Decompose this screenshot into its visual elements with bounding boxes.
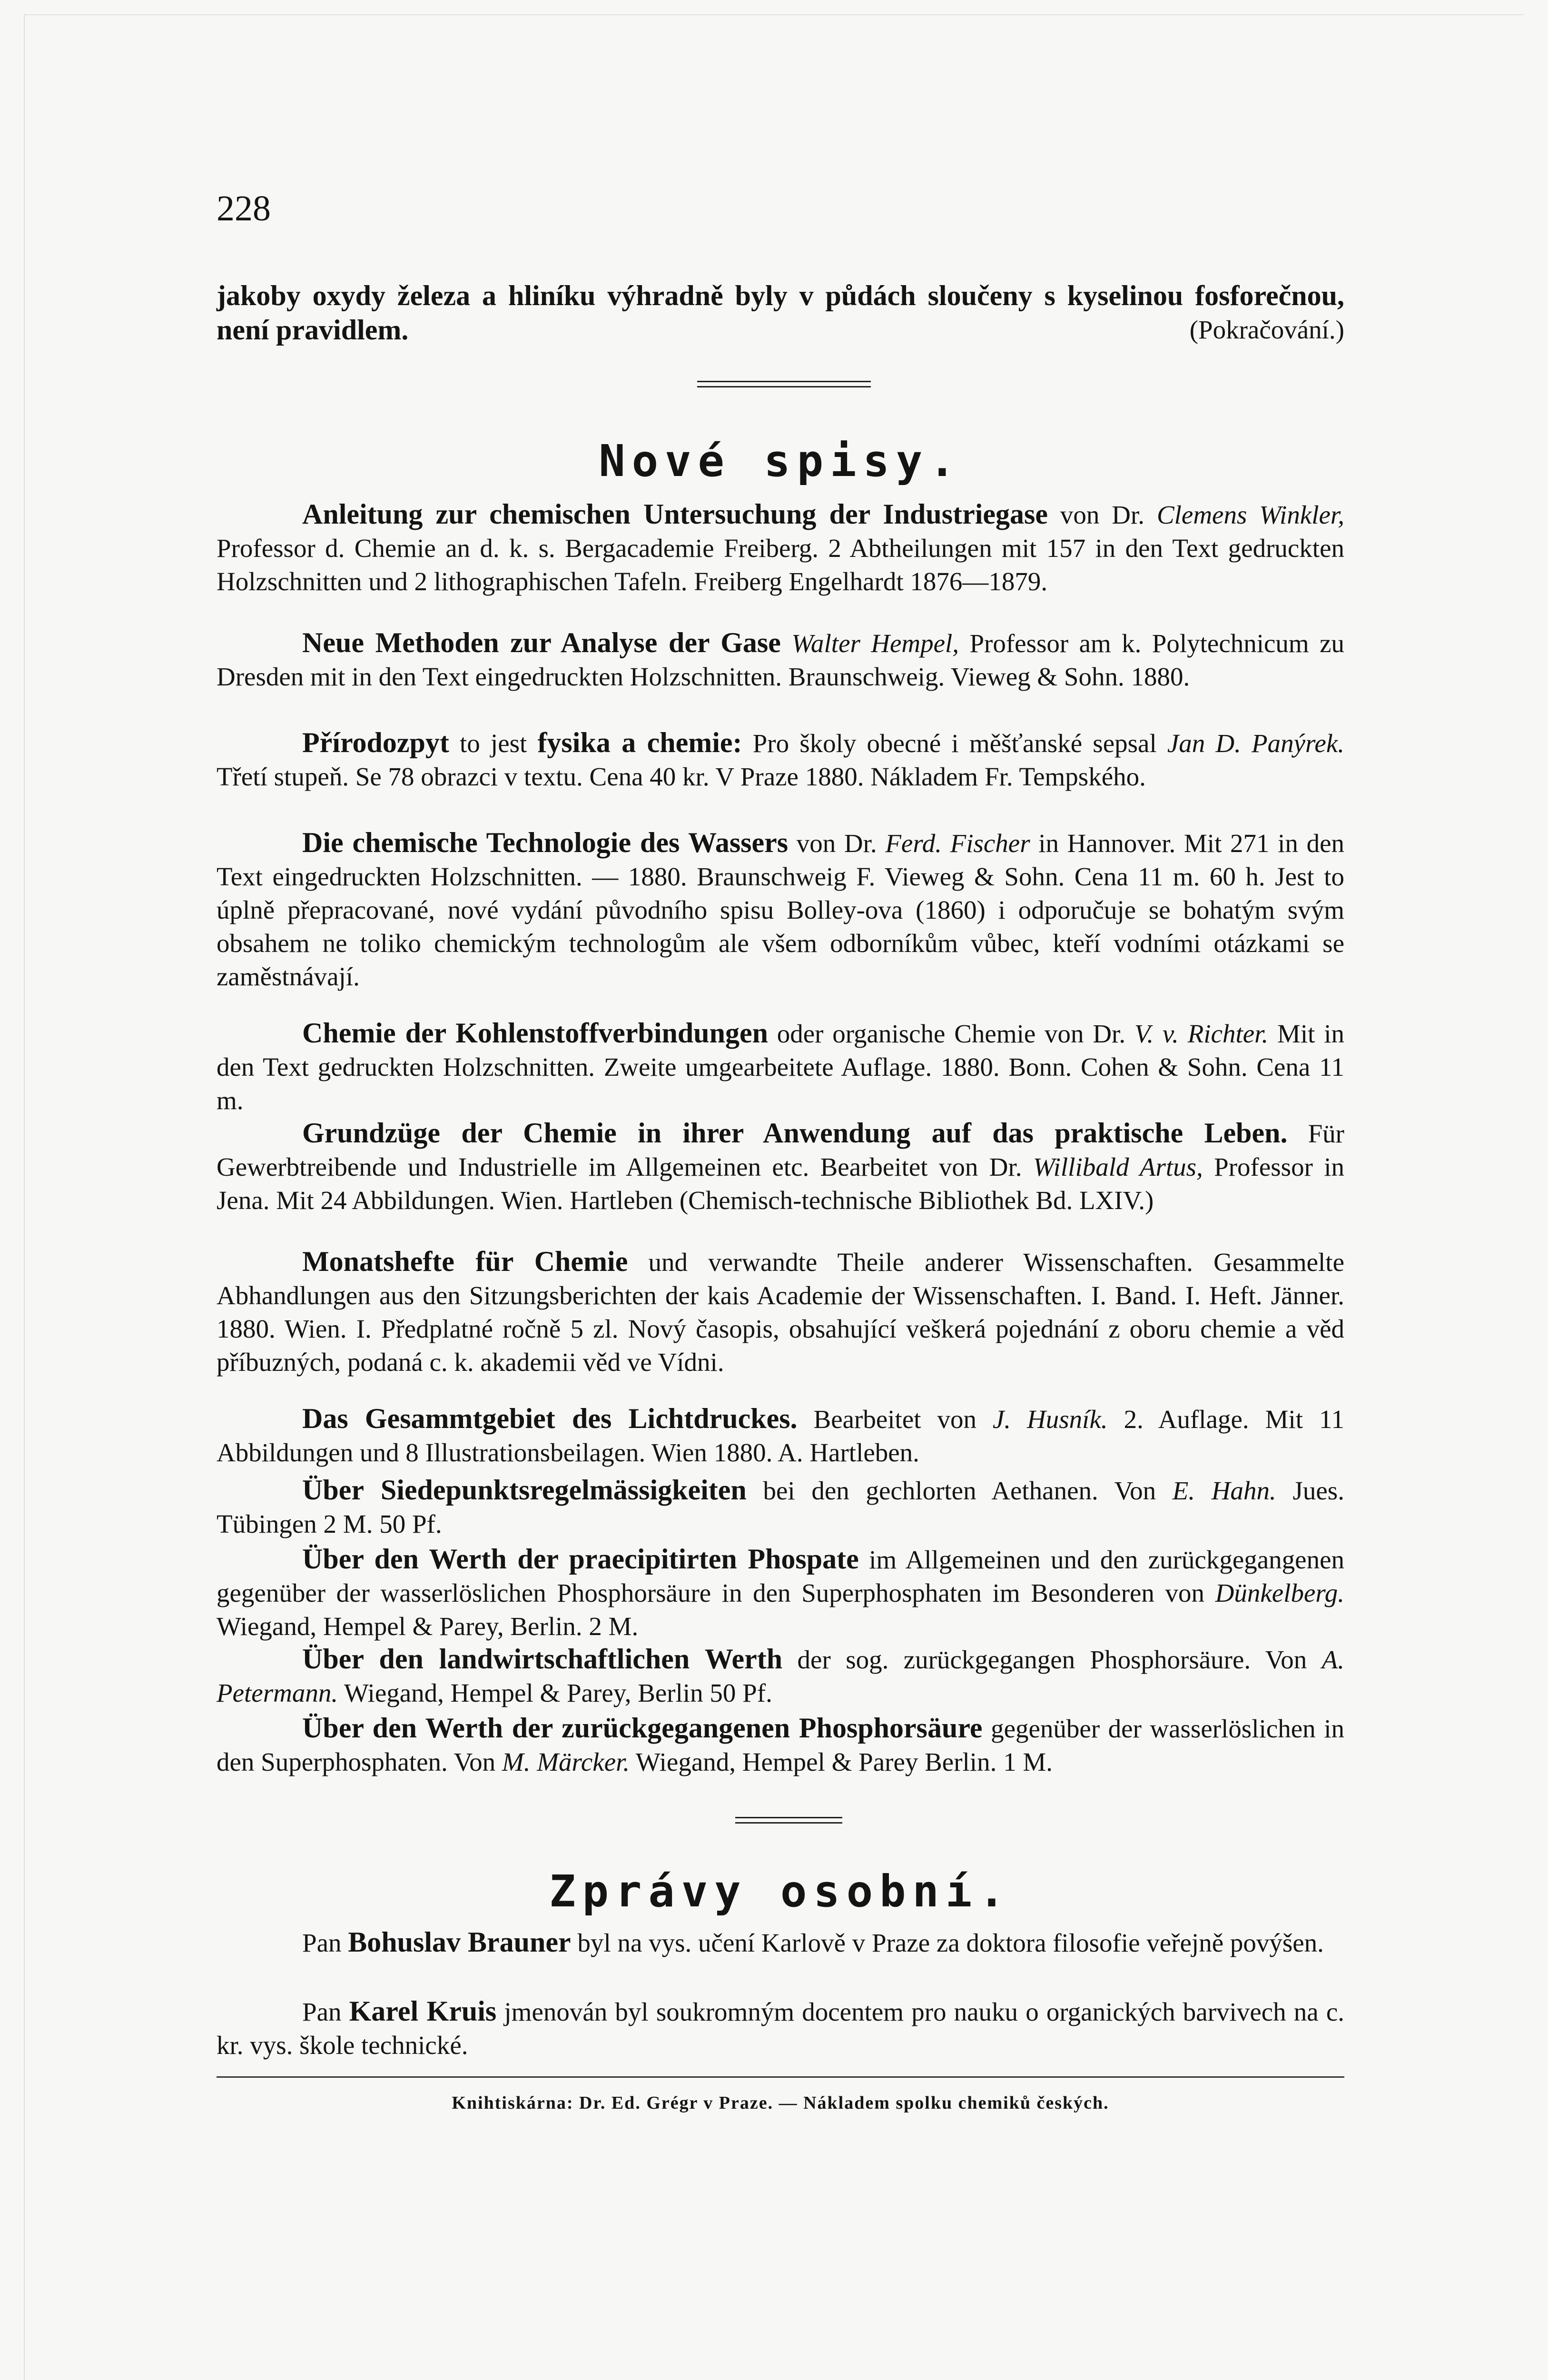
- book-author: Dünkelberg.: [1215, 1578, 1344, 1607]
- book-title: Anleitung zur chemischen Untersuchung der Industriegase: [302, 498, 1048, 530]
- book-lead: Bearbeitet von: [797, 1405, 993, 1434]
- personal-item: [217, 1925, 1344, 1960]
- book-lead: von Dr.: [788, 829, 886, 858]
- book-entry: [217, 1711, 1344, 1779]
- book-title-2: fysika a chemie:: [537, 727, 742, 758]
- book-details: Wiegand, Hempel & Parey, Berlin 50 Pf.: [338, 1678, 772, 1707]
- book-entry: [217, 1016, 1344, 1117]
- personal-lead: Pan: [302, 1928, 348, 1957]
- personal-news-heading: Zprávy osobní.: [549, 1866, 1012, 1917]
- book-entry: [217, 1542, 1344, 1643]
- book-lead: von Dr.: [1047, 500, 1157, 529]
- book-details: Professor am k. Polytechnicum zu Dresden mit in den Text eingedruckten Holzschnitten. Braunschweig. Vieweg & Sohn. 1880.: [217, 629, 1344, 691]
- book-details: Třetí stupeň. Se 78 obrazci v textu. Cena 40 kr. V Praze 1880. Nákladem Fr. Tempského.: [217, 762, 1146, 791]
- book-title: Über den Werth der praecipitirten Phospate: [302, 1543, 859, 1575]
- book-author: Willibald Artus,: [1033, 1152, 1203, 1181]
- book-title: Über den Werth der zurückgegangenen Phosphorsäure: [302, 1712, 983, 1744]
- book-title: Über Siedepunktsregelmässigkeiten: [302, 1474, 747, 1506]
- book-lead: [781, 629, 791, 658]
- new-books-heading: Nové spisy.: [599, 436, 962, 486]
- book-title: Monatshefte für Chemie: [302, 1246, 628, 1277]
- book-entry: [217, 726, 1344, 793]
- book-author: Clemens Winkler,: [1156, 500, 1344, 529]
- intro-text: jakoby oxydy železa a hliníku výhradně byly v půdách sloučeny s kyselinou fosforečnou, není pravidlem.: [217, 280, 1344, 346]
- book-entry: [217, 1473, 1344, 1541]
- book-author: Ferd. Fischer: [885, 829, 1030, 858]
- page-number: 228: [217, 188, 271, 228]
- book-title: Neue Methoden zur Analyse der Gase: [302, 627, 781, 658]
- book-title: Přírodozpyt: [302, 727, 449, 758]
- intro-paragraph: [217, 278, 1344, 347]
- book-details: Wiegand, Hempel & Parey Berlin. 1 M.: [630, 1747, 1053, 1776]
- personal-lead: Pan: [302, 1997, 349, 2026]
- book-lead: gegenüber der wasserlöslichen in den Superphosphaten. Von: [217, 1714, 1344, 1776]
- printer-imprint: Knihtiskárna: Dr. Ed. Grégr v Praze. — Nákladem spolku chemiků českých.: [452, 2093, 1109, 2113]
- book-lead: im Allgemeinen und den zurückgegangenen gegenüber der wasserlöslichen Phosphorsäure in den Superphosphaten im Besonderen von: [217, 1545, 1344, 1607]
- book-author: A. Petermann.: [217, 1645, 1344, 1707]
- book-lead: bei den gechlorten Aethanen. Von: [746, 1476, 1173, 1505]
- book-details: Wiegand, Hempel & Parey, Berlin. 2 M.: [217, 1612, 639, 1641]
- book-details: Professor in Jena. Mit 24 Abbildungen. Wien. Hartleben (Chemisch-technische Bibliothek Bd. LXIV.): [217, 1152, 1344, 1215]
- person-name: Karel Kruis: [349, 1995, 497, 2027]
- book-entry: [217, 826, 1344, 993]
- book-author: J. Husník.: [992, 1405, 1108, 1434]
- book-entry: [217, 1642, 1344, 1710]
- footer-rule: [217, 2076, 1344, 2078]
- book-title: Grundzüge der Chemie in ihrer Anwendung auf das praktische Leben.: [302, 1117, 1288, 1149]
- book-title: Über den landwirtschaftlichen Werth: [302, 1643, 783, 1675]
- book-details: in Hannover. Mit 271 in den Text eingedruckten Holzschnitten. — 1880. Braunschweig F. Vieweg & Sohn. Cena 11 m. 60 h. Jest to úplně přepracované, nové vydání původního spisu Bolley-ova (1860) i odporučuje se bohatým svým obsahem ne toliko chemickým technologům ale všem odborníkům vůbec, kteří vodními otázkami se zaměstnávají.: [217, 829, 1344, 991]
- person-name: Bohuslav Brauner: [348, 1926, 571, 1958]
- book-author: M. Märcker.: [502, 1747, 630, 1776]
- book-details: Jues. Tübingen 2 M. 50 Pf.: [217, 1476, 1344, 1538]
- book-author: Jan D. Panýrek.: [1167, 729, 1344, 758]
- section-divider-1: [697, 381, 871, 387]
- book-details: 2. Auflage. Mit 11 Abbildungen und 8 Illustrationsbeilagen. Wien 1880. A. Hartleben.: [217, 1405, 1344, 1467]
- section-divider-2: [735, 1817, 842, 1824]
- book-entry: [217, 497, 1344, 598]
- book-entry: [217, 1116, 1344, 1217]
- book-lead: to jest: [449, 729, 538, 758]
- personal-details: jmenován byl soukromným docentem pro nauku o organických barvivech na c. kr. vys. škole technické.: [217, 1997, 1344, 2060]
- book-details: Mit in den Text gedruckten Holzschnitten. Zweite umgearbeitete Auflage. 1880. Bonn. Cohen & Sohn. Cena 11 m.: [217, 1019, 1345, 1115]
- book-author: Walter Hempel,: [791, 629, 959, 658]
- continued-note: (Pokračování.): [1189, 315, 1344, 344]
- book-lead-2: Pro školy obecné i měšťanské sepsal: [742, 729, 1167, 758]
- book-entry: [217, 626, 1344, 694]
- book-lead: der sog. zurückgegangen Phosphorsäure. Von: [782, 1645, 1322, 1674]
- book-lead: oder organische Chemie von Dr.: [768, 1019, 1134, 1048]
- personal-details: byl na vys. učení Karlově v Praze za doktora filosofie veřejně povýšen.: [571, 1928, 1324, 1957]
- book-entry: [217, 1402, 1344, 1469]
- book-author: E. Hahn.: [1172, 1476, 1276, 1505]
- book-lead: Für Gewerbtreibende und Industrielle im Allgemeinen etc. Bearbeitet von Dr.: [217, 1119, 1344, 1181]
- personal-item: [217, 1994, 1344, 2062]
- book-lead: und verwandte Theile anderer Wissenschaften. Gesammelte Abhandlungen aus den Sitzungsberichten der kais Academie der Wissenschaften. I. Band. I. Heft. Jänner. 1880. Wien. I. Předplatné ročně 5 zl. Nový časopis, obsahující veškerá pojednání z oboru chemie a věd příbuzných, podaná c. k. akademii věd ve Vídni.: [217, 1248, 1344, 1377]
- book-details: Professor d. Chemie an d. k. s. Bergacademie Freiberg. 2 Abtheilungen mit 157 in den Text gedruckten Holzschnitten und 2 lithographischen Tafeln. Freiberg Engelhardt 1876—1879.: [217, 534, 1344, 596]
- book-author: V. v. Richter.: [1134, 1019, 1269, 1048]
- book-title: Chemie der Kohlenstoffverbindungen: [302, 1017, 768, 1049]
- book-title: Das Gesammtgebiet des Lichtdruckes.: [302, 1403, 798, 1434]
- book-entry: [217, 1245, 1344, 1379]
- book-title: Die chemische Technologie des Wassers: [302, 827, 789, 858]
